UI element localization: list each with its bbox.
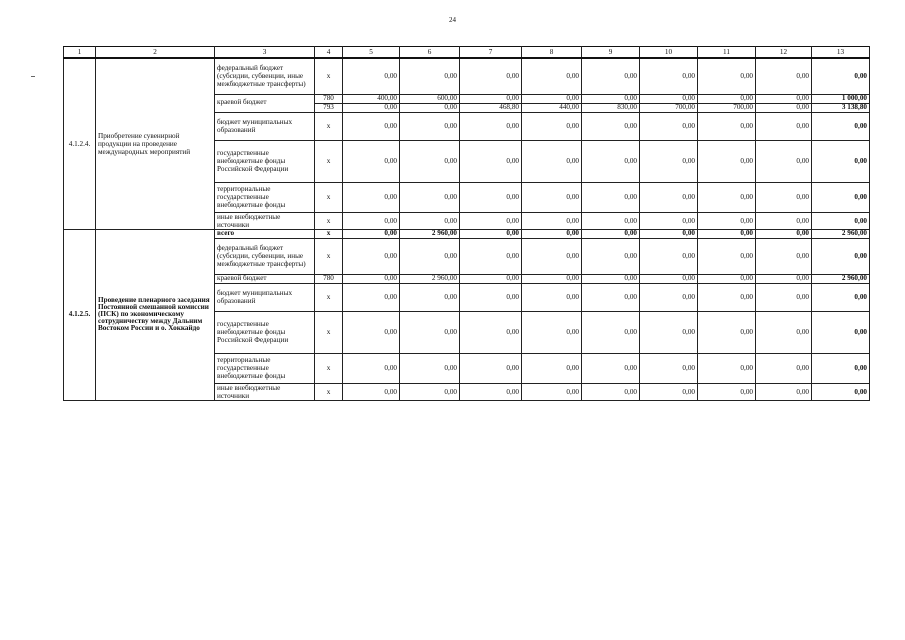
margin-mark xyxy=(31,76,35,77)
year-value: 440,00 xyxy=(522,103,582,112)
budget-code: 793 xyxy=(315,103,343,112)
year-value: 0,00 xyxy=(756,112,812,140)
year-value: 0,00 xyxy=(640,229,698,238)
total-value: 2 960,00 xyxy=(812,229,870,238)
year-value: 0,00 xyxy=(343,311,400,353)
total-value: 0,00 xyxy=(812,311,870,353)
year-value: 0,00 xyxy=(640,353,698,383)
year-value: 0,00 xyxy=(522,58,582,94)
item-name: Проведение пленарного заседания Постоянной смешанной комиссии (ПСК) по экономическому сотрудничеству между Дальним Востоком России и о. Хоккайдо xyxy=(96,229,215,400)
total-value: 2 960,00 xyxy=(812,274,870,283)
year-value: 0,00 xyxy=(522,353,582,383)
year-value: 0,00 xyxy=(522,112,582,140)
year-value: 0,00 xyxy=(640,238,698,274)
year-value: 0,00 xyxy=(582,353,640,383)
year-value: 0,00 xyxy=(343,212,400,229)
budget-table xyxy=(63,46,870,401)
year-value: 0,00 xyxy=(640,311,698,353)
year-value: 0,00 xyxy=(400,353,460,383)
year-value: 0,00 xyxy=(698,112,756,140)
year-value: 0,00 xyxy=(460,238,522,274)
year-value: 0,00 xyxy=(400,103,460,112)
year-value: 0,00 xyxy=(343,58,400,94)
year-value: 0,00 xyxy=(522,94,582,103)
year-value: 0,00 xyxy=(640,58,698,94)
year-value: 830,00 xyxy=(582,103,640,112)
item-code: 4.1.2.4. xyxy=(64,58,96,229)
year-value: 0,00 xyxy=(460,274,522,283)
budget-code: х xyxy=(315,229,343,238)
year-value: 0,00 xyxy=(343,182,400,212)
budget-code: х xyxy=(315,283,343,311)
funding-source: федеральный бюджет (субсидии, субвенции, иные межбюджетные трансферты) xyxy=(215,58,315,94)
total-value: 0,00 xyxy=(812,182,870,212)
year-value: 0,00 xyxy=(400,311,460,353)
table-row xyxy=(64,229,870,238)
year-value: 600,00 xyxy=(400,94,460,103)
funding-source: территориальные государственные внебюджетные фонды xyxy=(215,353,315,383)
table-row xyxy=(64,58,870,94)
budget-code: х xyxy=(315,112,343,140)
funding-source: федеральный бюджет (субсидии, субвенции, иные межбюджетные трансферты) xyxy=(215,238,315,274)
year-value: 0,00 xyxy=(582,112,640,140)
column-number-header: 5 xyxy=(343,47,400,59)
year-value: 0,00 xyxy=(756,383,812,400)
year-value: 468,80 xyxy=(460,103,522,112)
year-value: 0,00 xyxy=(756,182,812,212)
item-name: Приобретение сувенирной продукции на проведение международных мероприятий xyxy=(96,58,215,229)
year-value: 0,00 xyxy=(343,229,400,238)
funding-source: всего xyxy=(215,229,315,238)
year-value: 0,00 xyxy=(343,283,400,311)
funding-source: иные внебюджетные источники xyxy=(215,383,315,400)
year-value: 0,00 xyxy=(756,94,812,103)
budget-code: х xyxy=(315,383,343,400)
year-value: 0,00 xyxy=(460,112,522,140)
year-value: 0,00 xyxy=(698,140,756,182)
year-value: 0,00 xyxy=(522,383,582,400)
column-number-header: 8 xyxy=(522,47,582,59)
year-value: 0,00 xyxy=(698,311,756,353)
year-value: 0,00 xyxy=(343,140,400,182)
year-value: 0,00 xyxy=(460,353,522,383)
year-value: 400,00 xyxy=(343,94,400,103)
year-value: 0,00 xyxy=(756,212,812,229)
year-value: 0,00 xyxy=(640,182,698,212)
year-value: 0,00 xyxy=(698,283,756,311)
funding-source: краевой бюджет xyxy=(215,274,315,283)
year-value: 0,00 xyxy=(756,238,812,274)
budget-code: х xyxy=(315,140,343,182)
year-value: 0,00 xyxy=(400,283,460,311)
year-value: 0,00 xyxy=(460,229,522,238)
budget-code: х xyxy=(315,182,343,212)
header-row xyxy=(64,47,870,59)
year-value: 0,00 xyxy=(400,383,460,400)
column-number-header: 6 xyxy=(400,47,460,59)
year-value: 0,00 xyxy=(582,383,640,400)
year-value: 0,00 xyxy=(460,94,522,103)
year-value: 0,00 xyxy=(698,238,756,274)
year-value: 0,00 xyxy=(582,182,640,212)
page-number: 24 xyxy=(449,16,456,24)
year-value: 0,00 xyxy=(522,229,582,238)
year-value: 0,00 xyxy=(756,274,812,283)
total-value: 0,00 xyxy=(812,140,870,182)
year-value: 0,00 xyxy=(400,112,460,140)
year-value: 0,00 xyxy=(343,103,400,112)
year-value: 2 960,00 xyxy=(400,229,460,238)
column-number-header: 12 xyxy=(756,47,812,59)
year-value: 0,00 xyxy=(698,182,756,212)
year-value: 0,00 xyxy=(756,353,812,383)
column-number-header: 13 xyxy=(812,47,870,59)
year-value: 0,00 xyxy=(522,238,582,274)
year-value: 700,00 xyxy=(698,103,756,112)
budget-code: х xyxy=(315,238,343,274)
year-value: 0,00 xyxy=(522,182,582,212)
year-value: 0,00 xyxy=(582,311,640,353)
year-value: 0,00 xyxy=(582,58,640,94)
total-value: 0,00 xyxy=(812,58,870,94)
year-value: 0,00 xyxy=(460,140,522,182)
year-value: 0,00 xyxy=(343,383,400,400)
funding-source: государственные внебюджетные фонды Российской Федерации xyxy=(215,140,315,182)
year-value: 0,00 xyxy=(460,383,522,400)
funding-source: бюджет муниципальных образований xyxy=(215,112,315,140)
year-value: 0,00 xyxy=(582,274,640,283)
year-value: 0,00 xyxy=(460,311,522,353)
year-value: 0,00 xyxy=(640,274,698,283)
year-value: 0,00 xyxy=(756,311,812,353)
year-value: 0,00 xyxy=(756,58,812,94)
year-value: 0,00 xyxy=(460,182,522,212)
year-value: 2 960,00 xyxy=(400,274,460,283)
funding-source: иные внебюджетные источники xyxy=(215,212,315,229)
total-value: 0,00 xyxy=(812,112,870,140)
item-code: 4.1.2.5. xyxy=(64,229,96,400)
year-value: 0,00 xyxy=(400,58,460,94)
year-value: 0,00 xyxy=(522,212,582,229)
column-number-header: 10 xyxy=(640,47,698,59)
year-value: 0,00 xyxy=(698,229,756,238)
funding-source: бюджет муниципальных образований xyxy=(215,283,315,311)
year-value: 0,00 xyxy=(698,58,756,94)
total-value: 1 000,00 xyxy=(812,94,870,103)
year-value: 700,00 xyxy=(640,103,698,112)
year-value: 0,00 xyxy=(522,274,582,283)
column-number-header: 3 xyxy=(215,47,315,59)
total-value: 0,00 xyxy=(812,212,870,229)
year-value: 0,00 xyxy=(343,353,400,383)
total-value: 0,00 xyxy=(812,383,870,400)
year-value: 0,00 xyxy=(460,212,522,229)
year-value: 0,00 xyxy=(640,112,698,140)
year-value: 0,00 xyxy=(756,229,812,238)
budget-code: х xyxy=(315,311,343,353)
budget-code: х xyxy=(315,353,343,383)
column-number-header: 1 xyxy=(64,47,96,59)
year-value: 0,00 xyxy=(522,140,582,182)
year-value: 0,00 xyxy=(343,274,400,283)
funding-source: государственные внебюджетные фонды Российской Федерации xyxy=(215,311,315,353)
column-number-header: 9 xyxy=(582,47,640,59)
year-value: 0,00 xyxy=(640,212,698,229)
year-value: 0,00 xyxy=(460,58,522,94)
year-value: 0,00 xyxy=(698,212,756,229)
budget-code: х xyxy=(315,212,343,229)
column-number-header: 2 xyxy=(96,47,215,59)
year-value: 0,00 xyxy=(698,274,756,283)
year-value: 0,00 xyxy=(640,140,698,182)
funding-source: краевой бюджет xyxy=(215,94,315,112)
column-number-header: 11 xyxy=(698,47,756,59)
year-value: 0,00 xyxy=(582,283,640,311)
year-value: 0,00 xyxy=(522,311,582,353)
total-value: 0,00 xyxy=(812,283,870,311)
total-value: 0,00 xyxy=(812,353,870,383)
column-number-header: 4 xyxy=(315,47,343,59)
year-value: 0,00 xyxy=(698,383,756,400)
total-value: 3 138,80 xyxy=(812,103,870,112)
year-value: 0,00 xyxy=(400,212,460,229)
year-value: 0,00 xyxy=(640,283,698,311)
budget-code: 780 xyxy=(315,94,343,103)
total-value: 0,00 xyxy=(812,238,870,274)
year-value: 0,00 xyxy=(582,229,640,238)
year-value: 0,00 xyxy=(400,182,460,212)
year-value: 0,00 xyxy=(698,94,756,103)
year-value: 0,00 xyxy=(698,353,756,383)
year-value: 0,00 xyxy=(640,383,698,400)
year-value: 0,00 xyxy=(582,212,640,229)
year-value: 0,00 xyxy=(582,140,640,182)
year-value: 0,00 xyxy=(756,283,812,311)
year-value: 0,00 xyxy=(400,140,460,182)
year-value: 0,00 xyxy=(400,238,460,274)
column-number-header: 7 xyxy=(460,47,522,59)
year-value: 0,00 xyxy=(756,140,812,182)
year-value: 0,00 xyxy=(640,94,698,103)
year-value: 0,00 xyxy=(582,94,640,103)
year-value: 0,00 xyxy=(343,112,400,140)
year-value: 0,00 xyxy=(460,283,522,311)
funding-source: территориальные государственные внебюджетные фонды xyxy=(215,182,315,212)
budget-code: х xyxy=(315,58,343,94)
year-value: 0,00 xyxy=(522,283,582,311)
year-value: 0,00 xyxy=(343,238,400,274)
year-value: 0,00 xyxy=(582,238,640,274)
budget-code: 780 xyxy=(315,274,343,283)
year-value: 0,00 xyxy=(756,103,812,112)
